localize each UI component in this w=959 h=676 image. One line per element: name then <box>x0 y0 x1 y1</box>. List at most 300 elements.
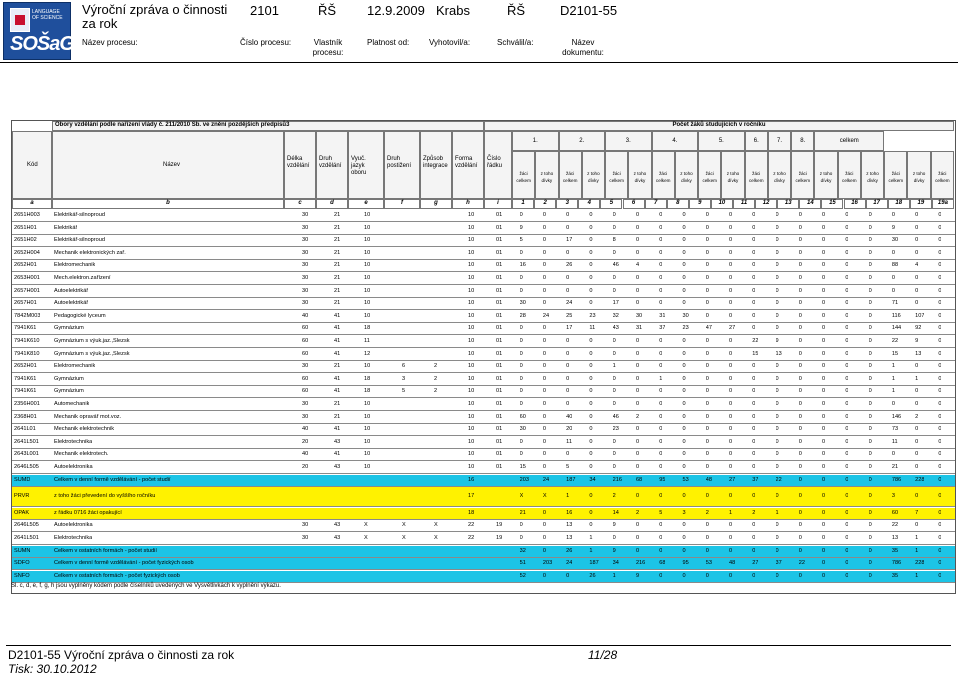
cell-value: 0 <box>612 401 616 407</box>
cell-value: 0 <box>822 287 826 294</box>
table-row <box>12 311 955 323</box>
cell-d: 41 <box>334 350 341 357</box>
cell-value: 0 <box>542 275 547 281</box>
cell-value: 1 <box>891 363 895 370</box>
table-row <box>12 399 955 411</box>
cell-value: 0 <box>845 572 849 579</box>
cell-value: 0 <box>845 451 849 458</box>
cell-value: 0 <box>868 572 872 579</box>
cell-value: 24 <box>542 312 550 319</box>
approved-by: ŘŠ <box>507 3 526 18</box>
cell-value: 0 <box>822 262 826 269</box>
cell-e: 10 <box>364 363 371 370</box>
cell-h: 22 <box>468 535 475 541</box>
cell-value: 0 <box>729 535 733 541</box>
cell-c: 60 <box>302 338 309 344</box>
cell-value: 0 <box>798 375 802 382</box>
cell-value: 35 <box>891 572 899 579</box>
cell-value: 0 <box>519 287 523 294</box>
letter-cell: i <box>484 199 512 209</box>
cell-value: 0 <box>775 275 779 281</box>
cell-c: 30 <box>302 401 309 407</box>
cell-value: 13 <box>915 350 922 357</box>
cell-nazev: Elektrotechnika <box>54 438 93 445</box>
cell-value: 0 <box>845 464 849 470</box>
col-nazev: Název <box>52 131 284 199</box>
cell-value: 11 <box>891 438 898 445</box>
created-by: Krabs <box>436 3 470 18</box>
cell-value: 0 <box>682 401 686 407</box>
cell-value: 0 <box>915 212 919 218</box>
cell-value: 0 <box>868 401 872 407</box>
cell-value: 21 <box>891 464 899 470</box>
cell-value: 0 <box>938 249 942 256</box>
process-number: 2101 <box>250 3 279 18</box>
cell-value: 0 <box>938 224 942 231</box>
sub-header: z toho dívky <box>814 151 837 199</box>
cell-value: 0 <box>752 249 756 256</box>
cell-value: 0 <box>938 287 942 294</box>
cell-value: 0 <box>705 350 709 357</box>
table-row <box>12 508 955 520</box>
cell-value: 0 <box>868 388 872 395</box>
cell-value: 37 <box>775 560 782 567</box>
cell-value: 0 <box>752 262 756 269</box>
cell-value: 107 <box>915 312 925 319</box>
cell-value: 0 <box>822 212 826 218</box>
cell-h: 10 <box>468 401 475 407</box>
cell-value: 0 <box>635 451 640 458</box>
cell-value: 0 <box>542 413 547 420</box>
cell-value: 0 <box>705 237 709 244</box>
cell-c: 40 <box>302 426 309 433</box>
cell-value: 0 <box>635 275 640 281</box>
cell-value: 0 <box>682 224 686 231</box>
cell-value: 1 <box>612 572 616 579</box>
sub-header: z toho dívky <box>721 151 744 199</box>
cell-value: 0 <box>566 275 570 281</box>
cell-value: 0 <box>519 325 523 332</box>
cell-value: 0 <box>705 572 709 579</box>
cell-value: 0 <box>798 237 802 244</box>
cell-value: 0 <box>798 275 802 281</box>
cell-value: 0 <box>822 493 826 500</box>
cell-value: 0 <box>659 300 663 307</box>
year-header: celkem <box>814 131 884 151</box>
cell-value: 0 <box>822 275 826 281</box>
cell-d: 41 <box>334 375 341 382</box>
cell-value: 0 <box>542 451 547 458</box>
cell-value: 0 <box>845 401 849 407</box>
cell-value: 0 <box>775 287 779 294</box>
cell-value: 0 <box>775 249 779 256</box>
cell-value: 0 <box>519 338 523 344</box>
valid-from: 12.9.2009 <box>367 3 425 18</box>
cell-value: 228 <box>915 560 925 567</box>
cell-value: 0 <box>659 287 663 294</box>
cell-value: 0 <box>635 375 640 382</box>
cell-value: 31 <box>659 312 666 319</box>
cell-value: 3 <box>891 493 895 500</box>
cell-value: 0 <box>635 388 640 395</box>
cell-h: 10 <box>468 325 475 332</box>
cell-value: 0 <box>659 224 663 231</box>
cell-value: 0 <box>705 224 709 231</box>
cell-value: 0 <box>729 249 733 256</box>
cell-value: 187 <box>566 476 576 483</box>
cell-kod: 2641L01 <box>14 426 36 433</box>
logo-text: SOŠaG <box>10 33 74 55</box>
cell-value: 0 <box>822 300 826 307</box>
cell-value: 0 <box>845 350 849 357</box>
col-vyuc: Vyuč. jazyk oboru <box>348 131 384 199</box>
cell-value: 0 <box>659 522 663 529</box>
cell-value: 0 <box>659 464 663 470</box>
cell-c: 30 <box>302 212 309 218</box>
cell-kod: 2356H001 <box>14 401 40 407</box>
cell-value: 0 <box>659 249 663 256</box>
cell-c: 60 <box>302 375 309 382</box>
cell-value: 0 <box>705 522 709 529</box>
cell-value: 0 <box>729 401 733 407</box>
cell-value: 0 <box>589 287 593 294</box>
footer-page: 11/28 <box>588 648 618 662</box>
sub-header: žáci celkem <box>559 151 582 199</box>
cell-value: 0 <box>729 375 733 382</box>
cell-value: 5 <box>519 237 523 244</box>
cell-value: 22 <box>752 338 759 344</box>
cell-f: X <box>402 522 406 529</box>
cell-value: 0 <box>822 338 826 344</box>
cell-value: 0 <box>775 237 779 244</box>
cell-value: 15 <box>519 464 526 470</box>
cell-kod: 2657H01 <box>14 300 37 307</box>
cell-value: 0 <box>566 388 570 395</box>
cell-e: 10 <box>364 451 371 458</box>
cell-value: 0 <box>868 237 872 244</box>
school-logo <box>3 2 74 60</box>
cell-kod: 2641L501 <box>14 535 39 541</box>
cell-value: 0 <box>612 287 616 294</box>
year-header: 4. <box>652 131 699 151</box>
cell-value: 30 <box>635 312 643 319</box>
cell-d: 21 <box>334 300 341 307</box>
letter-cell: 1 <box>512 199 534 209</box>
cell-value: 92 <box>915 325 922 332</box>
cell-value: 0 <box>845 438 849 445</box>
cell-value: 0 <box>612 464 616 470</box>
cell-value: 0 <box>612 350 616 357</box>
cell-value: 0 <box>775 375 779 382</box>
cell-value: 0 <box>542 262 547 269</box>
cell-h: 10 <box>468 275 475 281</box>
cell-value: 0 <box>635 535 640 541</box>
cell-value: 88 <box>891 262 899 269</box>
cell-value: 0 <box>682 464 686 470</box>
cell-value: 0 <box>868 375 872 382</box>
cell-e: 10 <box>364 464 371 470</box>
cell-value: 0 <box>635 224 640 231</box>
cell-d: 41 <box>334 325 341 332</box>
cell-value: 0 <box>845 535 849 541</box>
cell-value: 0 <box>752 363 756 370</box>
cell-value: 37 <box>659 325 666 332</box>
cell-value: 0 <box>705 388 709 395</box>
cell-value: 0 <box>938 275 942 281</box>
cell-value: 0 <box>682 493 686 500</box>
cell-value: 0 <box>519 451 523 458</box>
cell-kod: 2651H01 <box>14 224 37 231</box>
cell-value: 0 <box>659 535 663 541</box>
cell-value: 0 <box>752 212 756 218</box>
cell-value: 0 <box>589 426 593 433</box>
cell-value: 23 <box>589 312 596 319</box>
cell-value: 0 <box>868 547 872 554</box>
table-row <box>12 336 955 348</box>
letter-cell: 10 <box>711 199 733 209</box>
cell-value: 0 <box>729 300 733 307</box>
cell-nazev: Elektromechanik <box>54 262 96 269</box>
table-row <box>12 361 955 373</box>
cell-value: 228 <box>915 476 925 483</box>
cell-i: 01 <box>496 312 503 319</box>
cell-kod: 7941K61 <box>14 375 37 382</box>
cell-d: 41 <box>334 426 341 433</box>
cell-value: 15 <box>891 350 899 357</box>
cell-kod: 7941K61 <box>14 325 37 332</box>
cell-value: 0 <box>891 212 895 218</box>
cell-value: 0 <box>519 401 523 407</box>
cell-h: 10 <box>468 438 475 445</box>
cell-value: 8 <box>612 237 616 244</box>
cell-value: 60 <box>891 509 899 516</box>
letter-cell: d <box>316 199 348 209</box>
cell-value: 4 <box>915 262 919 269</box>
cell-value: 32 <box>519 547 526 554</box>
cell-value: 0 <box>612 212 616 218</box>
letter-cell: 19 <box>910 199 932 209</box>
cell-value: 0 <box>775 522 779 529</box>
document-header <box>0 0 958 63</box>
cell-value: 2 <box>635 509 640 516</box>
cell-e: 10 <box>364 413 371 420</box>
cell-i: 01 <box>496 287 503 294</box>
cell-value: 0 <box>845 224 849 231</box>
cell-value: 0 <box>822 388 826 395</box>
cell-h: 10 <box>468 287 475 294</box>
cell-value: 0 <box>635 547 640 554</box>
sub-header: žáci celkem <box>605 151 628 199</box>
cell-value: 0 <box>705 212 709 218</box>
cell-value: 0 <box>938 438 942 445</box>
sub-header: z toho dívky <box>535 151 558 199</box>
cell-value: 0 <box>682 350 686 357</box>
cell-value: 0 <box>775 547 779 554</box>
cell-value: 95 <box>682 560 689 567</box>
cell-value: X <box>519 493 524 500</box>
year-header: 7. <box>768 131 791 151</box>
cell-value: 0 <box>798 464 802 470</box>
cell-value: 0 <box>682 426 686 433</box>
cell-value: 0 <box>845 476 849 483</box>
cell-value: 0 <box>589 388 593 395</box>
cell-value: 9 <box>775 338 779 344</box>
cell-value: 0 <box>705 464 709 470</box>
cell-i: 01 <box>496 388 503 395</box>
cell-nazev: Celkem v ostatních formách - počet fyzických osob <box>54 572 180 579</box>
cell-value: 23 <box>612 426 619 433</box>
cell-value: 0 <box>868 464 872 470</box>
cell-c: 30 <box>302 224 309 231</box>
cell-c: 40 <box>302 312 309 319</box>
cell-value: 0 <box>705 401 709 407</box>
cell-value: X <box>542 493 547 500</box>
cell-value: 0 <box>845 287 849 294</box>
cell-kod: 2641L501 <box>14 438 39 445</box>
cell-value: 0 <box>868 338 872 344</box>
cell-value: 0 <box>612 451 616 458</box>
cell-c: 60 <box>302 388 309 395</box>
cell-i: 01 <box>496 363 503 370</box>
cell-value: 0 <box>542 224 547 231</box>
cell-e: 10 <box>364 262 371 269</box>
cell-value: 0 <box>798 262 802 269</box>
cell-e: 10 <box>364 300 371 307</box>
cell-value: 0 <box>822 350 826 357</box>
cell-value: 2 <box>612 493 616 500</box>
cell-c: 30 <box>302 249 309 256</box>
cell-h: 10 <box>468 249 475 256</box>
cell-value: 53 <box>705 560 712 567</box>
cell-value: 1 <box>659 375 663 382</box>
cell-value: 0 <box>542 464 547 470</box>
cell-value: 0 <box>938 572 942 579</box>
cell-value: 0 <box>868 413 872 420</box>
cell-value: 0 <box>868 212 872 218</box>
cell-value: 0 <box>589 338 593 344</box>
cell-value: 0 <box>729 413 733 420</box>
cell-e: 10 <box>364 237 371 244</box>
cell-value: 17 <box>566 237 573 244</box>
cell-value: 46 <box>612 413 619 420</box>
cell-value: 30 <box>519 426 526 433</box>
cell-value: 0 <box>542 237 547 244</box>
cell-value: 16 <box>566 509 573 516</box>
cell-d: 21 <box>334 237 341 244</box>
cell-value: 48 <box>705 476 712 483</box>
cell-value: 0 <box>682 287 686 294</box>
cell-e: 18 <box>364 388 371 395</box>
cell-value: 24 <box>566 300 573 307</box>
cell-value: 0 <box>589 363 593 370</box>
cell-value: 0 <box>542 325 547 332</box>
cell-d: 21 <box>334 275 341 281</box>
table-row <box>12 487 955 507</box>
cell-value: 11 <box>566 438 572 445</box>
cell-value: 0 <box>775 363 779 370</box>
cell-value: 13 <box>775 350 782 357</box>
cell-value: 37 <box>752 476 759 483</box>
cell-value: 0 <box>752 300 756 307</box>
table-row <box>12 558 955 570</box>
cell-value: 0 <box>798 287 802 294</box>
cell-c: 40 <box>302 451 309 458</box>
cell-h: 17 <box>468 493 475 500</box>
table-row <box>12 349 955 361</box>
cell-value: 0 <box>612 388 616 395</box>
cell-value: 0 <box>589 275 593 281</box>
label-created-by: Vyhotovil/a: <box>429 38 471 47</box>
cell-value: 0 <box>635 522 640 529</box>
cell-kod: 2651H003 <box>14 212 40 218</box>
cell-value: 0 <box>729 275 733 281</box>
cell-d: 21 <box>334 413 341 420</box>
cell-value: 34 <box>612 560 619 567</box>
cell-value: 0 <box>798 535 802 541</box>
cell-g: X <box>434 522 438 529</box>
cell-c: 30 <box>302 262 309 269</box>
cell-kod: 7941K810 <box>14 350 40 357</box>
cell-value: 13 <box>891 535 899 541</box>
cell-value: 0 <box>705 413 709 420</box>
cell-value: 0 <box>705 312 709 319</box>
cell-value: 13 <box>566 522 573 529</box>
cell-kod: 2653H001 <box>14 275 40 281</box>
cell-value: 0 <box>868 224 872 231</box>
cell-value: 216 <box>635 560 646 567</box>
cell-kod: 2643L001 <box>14 451 39 458</box>
cell-e: X <box>364 522 368 529</box>
cell-value: 0 <box>891 451 895 458</box>
cell-kod: 2646L505 <box>14 522 39 529</box>
cell-value: 0 <box>729 312 733 319</box>
cell-value: 0 <box>822 572 826 579</box>
cell-value: 0 <box>589 401 593 407</box>
cell-value: 0 <box>635 493 640 500</box>
cell-value: 0 <box>752 224 756 231</box>
cell-value: 0 <box>542 522 547 529</box>
cell-kod: 2652H01 <box>14 363 37 370</box>
cell-value: 71 <box>891 300 899 307</box>
cell-value: 0 <box>775 312 779 319</box>
cell-c: 30 <box>302 300 309 307</box>
cell-value: 0 <box>612 535 616 541</box>
cell-value: 0 <box>938 451 942 458</box>
cell-value: 0 <box>659 237 663 244</box>
cell-value: 0 <box>682 388 686 395</box>
letter-cell: 14 <box>799 199 821 209</box>
year-header: 2. <box>559 131 606 151</box>
letter-cell: 11 <box>733 199 755 209</box>
cell-value: 0 <box>612 275 616 281</box>
cell-value: 0 <box>868 275 872 281</box>
cell-value: 216 <box>612 476 623 483</box>
cell-value: 0 <box>798 451 802 458</box>
cell-value: 0 <box>729 464 733 470</box>
table-row <box>12 520 955 532</box>
cell-value: 26 <box>566 262 573 269</box>
cell-nazev: Elektrikář-silnoproud <box>54 212 105 218</box>
year-header: 1. <box>512 131 559 151</box>
cell-value: 11 <box>589 325 596 332</box>
year-header: 6. <box>745 131 768 151</box>
sub-header: žáci celkem <box>652 151 675 199</box>
sub-header: žáci celkem <box>791 151 814 199</box>
cell-value: 0 <box>938 300 942 307</box>
cell-e: 10 <box>364 312 371 319</box>
cell-value: 0 <box>659 388 663 395</box>
cell-value: 0 <box>566 572 570 579</box>
